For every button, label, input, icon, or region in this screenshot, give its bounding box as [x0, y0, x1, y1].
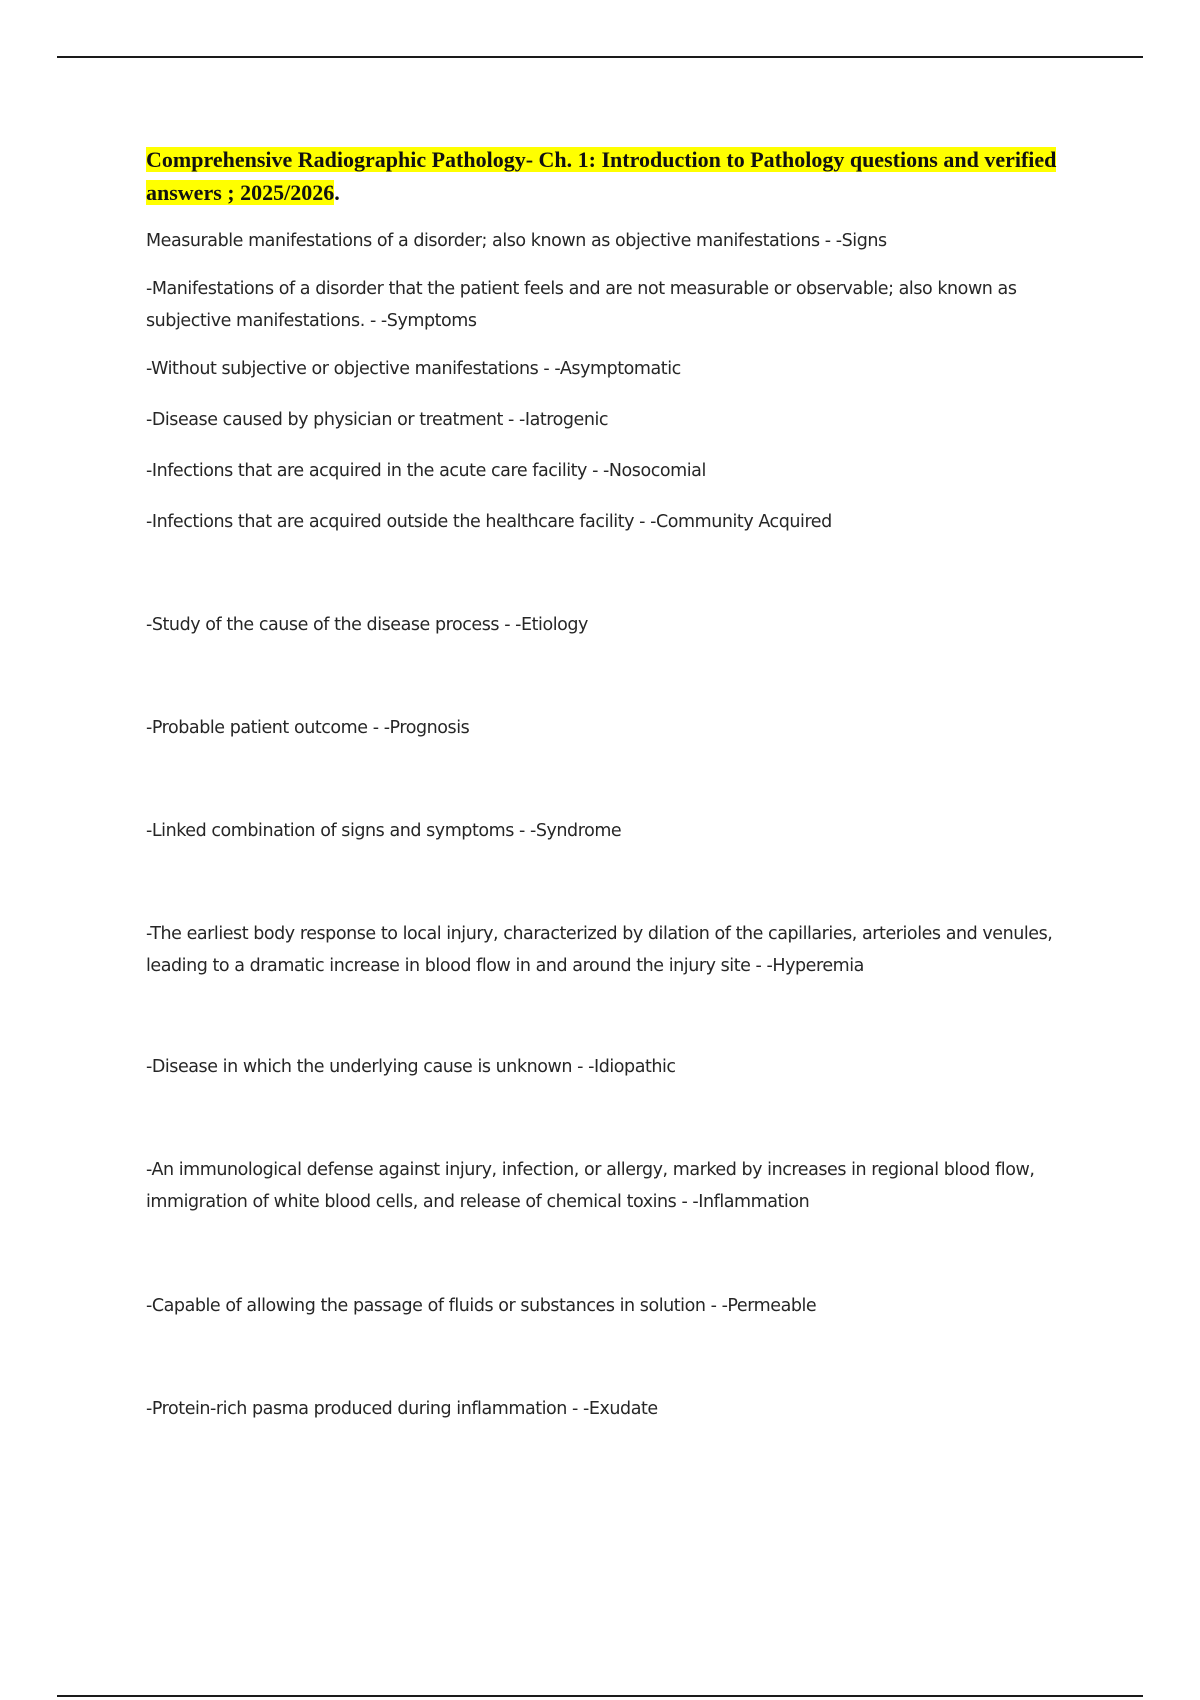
qa-item-etiology: -Study of the cause of the disease process - -Etiology: [146, 615, 588, 635]
qa-item-asymptomatic: -Without subjective or objective manifestations - -Asymptomatic: [146, 359, 681, 379]
qa-item-nosocomial: -Infections that are acquired in the acute care facility - -Nosocomial: [146, 461, 706, 481]
qa-item-exudate: -Protein-rich pasma produced during inflammation - -Exudate: [146, 1399, 658, 1419]
qa-item-syndrome: -Linked combination of signs and symptoms - -Syndrome: [146, 821, 622, 841]
qa-item-hyperemia: -The earliest body response to local injury, characterized by dilation of the capillaries, arterioles and venules, leading to a dramatic increase in blood flow in and around the injury site - -Hyperemia: [146, 924, 1053, 976]
qa-item-idiopathic: -Disease in which the underlying cause is unknown - -Idiopathic: [146, 1057, 676, 1077]
document-body: [146, 143, 1096, 1425]
title-period: .: [334, 180, 340, 205]
qa-item-symptoms: -Manifestations of a disorder that the patient feels and are not measurable or observable; also known as subjective manifestations. - -Symptoms: [146, 279, 1017, 331]
qa-item-community-acquired: -Infections that are acquired outside the healthcare facility - -Community Acquired: [146, 512, 832, 532]
qa-item-iatrogenic: -Disease caused by physician or treatment - -Iatrogenic: [146, 410, 609, 430]
qa-item-inflammation: -An immunological defense against injury, infection, or allergy, marked by increases in regional blood flow, immigration of white blood cells, and release of chemical toxins - -Inflammation: [146, 1160, 1035, 1212]
qa-item-permeable: -Capable of allowing the passage of fluids or substances in solution - -Permeable: [146, 1296, 817, 1316]
footer-rule: [57, 1695, 1143, 1697]
header-rule: [57, 56, 1143, 58]
title-highlight: Comprehensive Radiographic Pathology- Ch. 1: Introduction to Pathology questions and verified answers ; 2025/2026: [146, 147, 1057, 205]
qa-item-signs: Measurable manifestations of a disorder; also known as objective manifestations - -Signs: [146, 231, 887, 251]
qa-item-prognosis: -Probable patient outcome - -Prognosis: [146, 718, 470, 738]
document-title: [146, 143, 1096, 209]
